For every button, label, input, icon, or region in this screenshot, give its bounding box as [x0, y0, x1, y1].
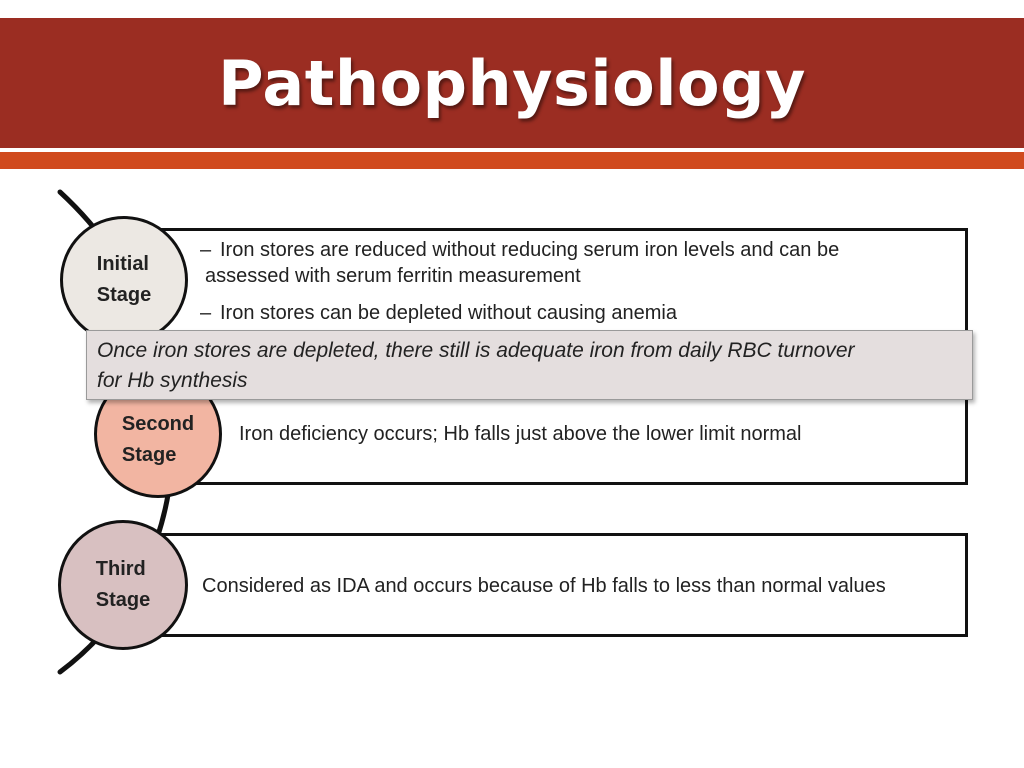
third-stage-circle — [58, 520, 188, 650]
second-stage-text: Iron deficiency occurs; Hb falls just above the lower limit normal — [239, 423, 802, 445]
third-stage-label-line2: Stage — [95, 589, 151, 611]
initial-stage-box — [105, 228, 968, 338]
callout-line1: Once iron stores are depleted, there still is adequate iron from daily RBC turnover — [97, 339, 855, 362]
third-stage-box — [105, 533, 968, 637]
third-stage-label-line1: Third — [95, 558, 146, 580]
bullet-text-line1: Iron stores can be depleted without causing anemia — [220, 302, 677, 324]
initial-stage-label-line2: Stage — [96, 284, 152, 306]
bullet-dash: – — [200, 302, 212, 324]
initial-stage-bullet-2 — [200, 300, 950, 326]
bullet-text-line2: assessed with serum ferritin measurement — [205, 265, 581, 287]
bullet-text-line1: Iron stores are reduced without reducing serum iron levels and can be — [220, 239, 840, 261]
second-stage-label-line1: Second — [121, 413, 195, 435]
iron-depletion-callout — [86, 330, 973, 400]
initial-stage-label-line1: Initial — [96, 253, 149, 275]
slide-title: Pathophysiology — [218, 46, 806, 120]
third-stage-text: Considered as IDA and occurs because of Hb falls to less than normal values — [202, 575, 886, 597]
initial-stage-bullet-1 — [200, 237, 950, 289]
second-stage-label-line2: Stage — [121, 444, 177, 466]
bullet-dash: – — [200, 239, 212, 261]
initial-stage-circle — [60, 216, 188, 344]
callout-line2: for Hb synthesis — [97, 369, 248, 392]
